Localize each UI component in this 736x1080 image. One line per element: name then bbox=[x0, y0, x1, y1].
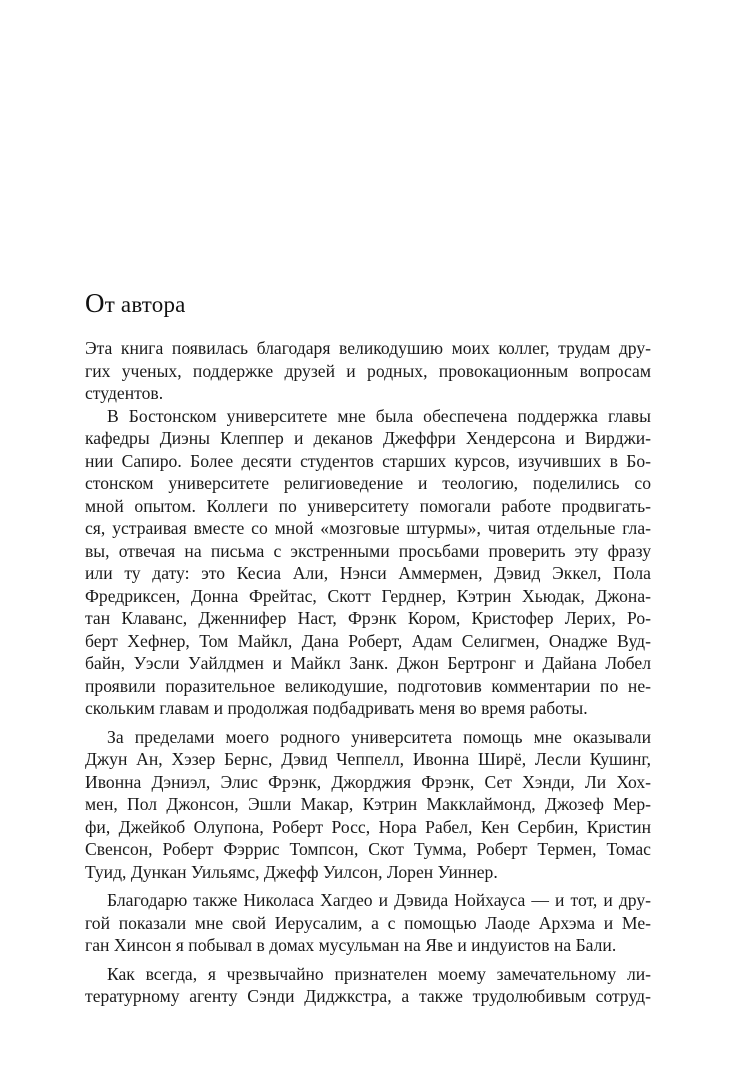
text-line: ся, устраивая вместе со мной «мозговые штурмы», читая отдельные гла- bbox=[85, 518, 651, 538]
heading-rest: т автора bbox=[104, 292, 186, 317]
text-line: байн, Уэсли Уайлдмен и Майкл Занк. Джон Бертронг и Дайана Лобел bbox=[85, 653, 651, 673]
text-line: Как всегда, я чрезвычайно признателен моему замечательному ли- bbox=[107, 963, 651, 984]
text-line: или ту дату: это Кесиа Али, Нэнси Аммермен, Дэвид Эккел, Пола bbox=[85, 563, 651, 583]
text-line: гих ученых, поддержке друзей и родных, провокационным вопросам bbox=[85, 360, 651, 381]
text-line: тан Клаванс, Дженнифер Наст, Фрэнк Кором, Кристофер Лерих, Ро- bbox=[85, 608, 651, 628]
text-line: скольким главам и продолжая подбадривать меня во время работы. bbox=[85, 698, 588, 718]
text-line: фи, Джейкоб Олупона, Роберт Росс, Нора Рабел, Кен Сербин, Кристин bbox=[85, 816, 651, 837]
text-line: За пределами моего родного университета помощь мне оказывали bbox=[107, 726, 651, 747]
text-line: кафедры Диэны Клеппер и деканов Джеффри Хендерсона и Вирджи- bbox=[85, 428, 651, 448]
text-line: Туид, Дункан Уильямс, Джефф Уилсон, Лорен Уиннер. bbox=[85, 861, 498, 882]
text-line: мной опытом. Коллеги по университету помогали работе продвигать- bbox=[85, 495, 651, 516]
text-line: Эта книга появилась благодаря великодушию моих коллег, трудам дру- bbox=[85, 338, 651, 358]
text-line: ган Хинсон я побывал в домах мусульман на Яве и индуистов на Бали. bbox=[85, 935, 617, 955]
text-line: студентов. bbox=[85, 383, 164, 403]
text-line: Джун Ан, Хэзер Бернс, Дэвид Чеппелл, Ивонна Ширё, Лесли Кушинг, bbox=[85, 749, 651, 769]
text-line: мен, Пол Джонсон, Эшли Макар, Кэтрин Макклаймонд, Джозеф Мер- bbox=[85, 794, 651, 814]
heading-initial: О bbox=[85, 288, 105, 318]
text-line: Фредриксен, Донна Фрейтас, Скотт Герднер, Кэтрин Хьюдак, Джона- bbox=[85, 585, 651, 606]
text-line: проявили поразительное великодушие, подготовив комментарии по не- bbox=[85, 675, 651, 696]
body-text bbox=[85, 337, 651, 1008]
text-line: берт Хефнер, Том Майкл, Дана Роберт, Адам Селигмен, Онадже Вуд- bbox=[85, 630, 651, 651]
text-line: тературному агенту Сэнди Диджкстра, а также трудолюбивым сотруд- bbox=[85, 986, 651, 1006]
chapter-heading bbox=[85, 287, 186, 321]
text-line: вы, отвечая на письма с экстренными просьбами проверить эту фразу bbox=[85, 540, 651, 561]
text-line: Свенсон, Роберт Фэррис Томпсон, Скот Тумма, Роберт Термен, Томас bbox=[85, 839, 651, 859]
text-line: нии Сапиро. Более десяти студентов старших курсов, изучивших в Бо- bbox=[85, 450, 651, 471]
text-line: Благодарю также Николаса Хагдео и Дэвида Нойхауса — и тот, и дру- bbox=[107, 890, 651, 910]
text-line: стонском университете религиоведение и теологию, поделились со bbox=[85, 473, 651, 493]
text-line: Ивонна Дэниэл, Элис Фрэнк, Джорджия Фрэнк, Сет Хэнди, Ли Хох- bbox=[85, 771, 651, 792]
text-line: гой показали мне свой Иерусалим, а с помощью Лаоде Архэма и Ме- bbox=[85, 912, 651, 933]
text-line: В Бостонском университете мне была обеспечена поддержка главы bbox=[107, 405, 651, 426]
